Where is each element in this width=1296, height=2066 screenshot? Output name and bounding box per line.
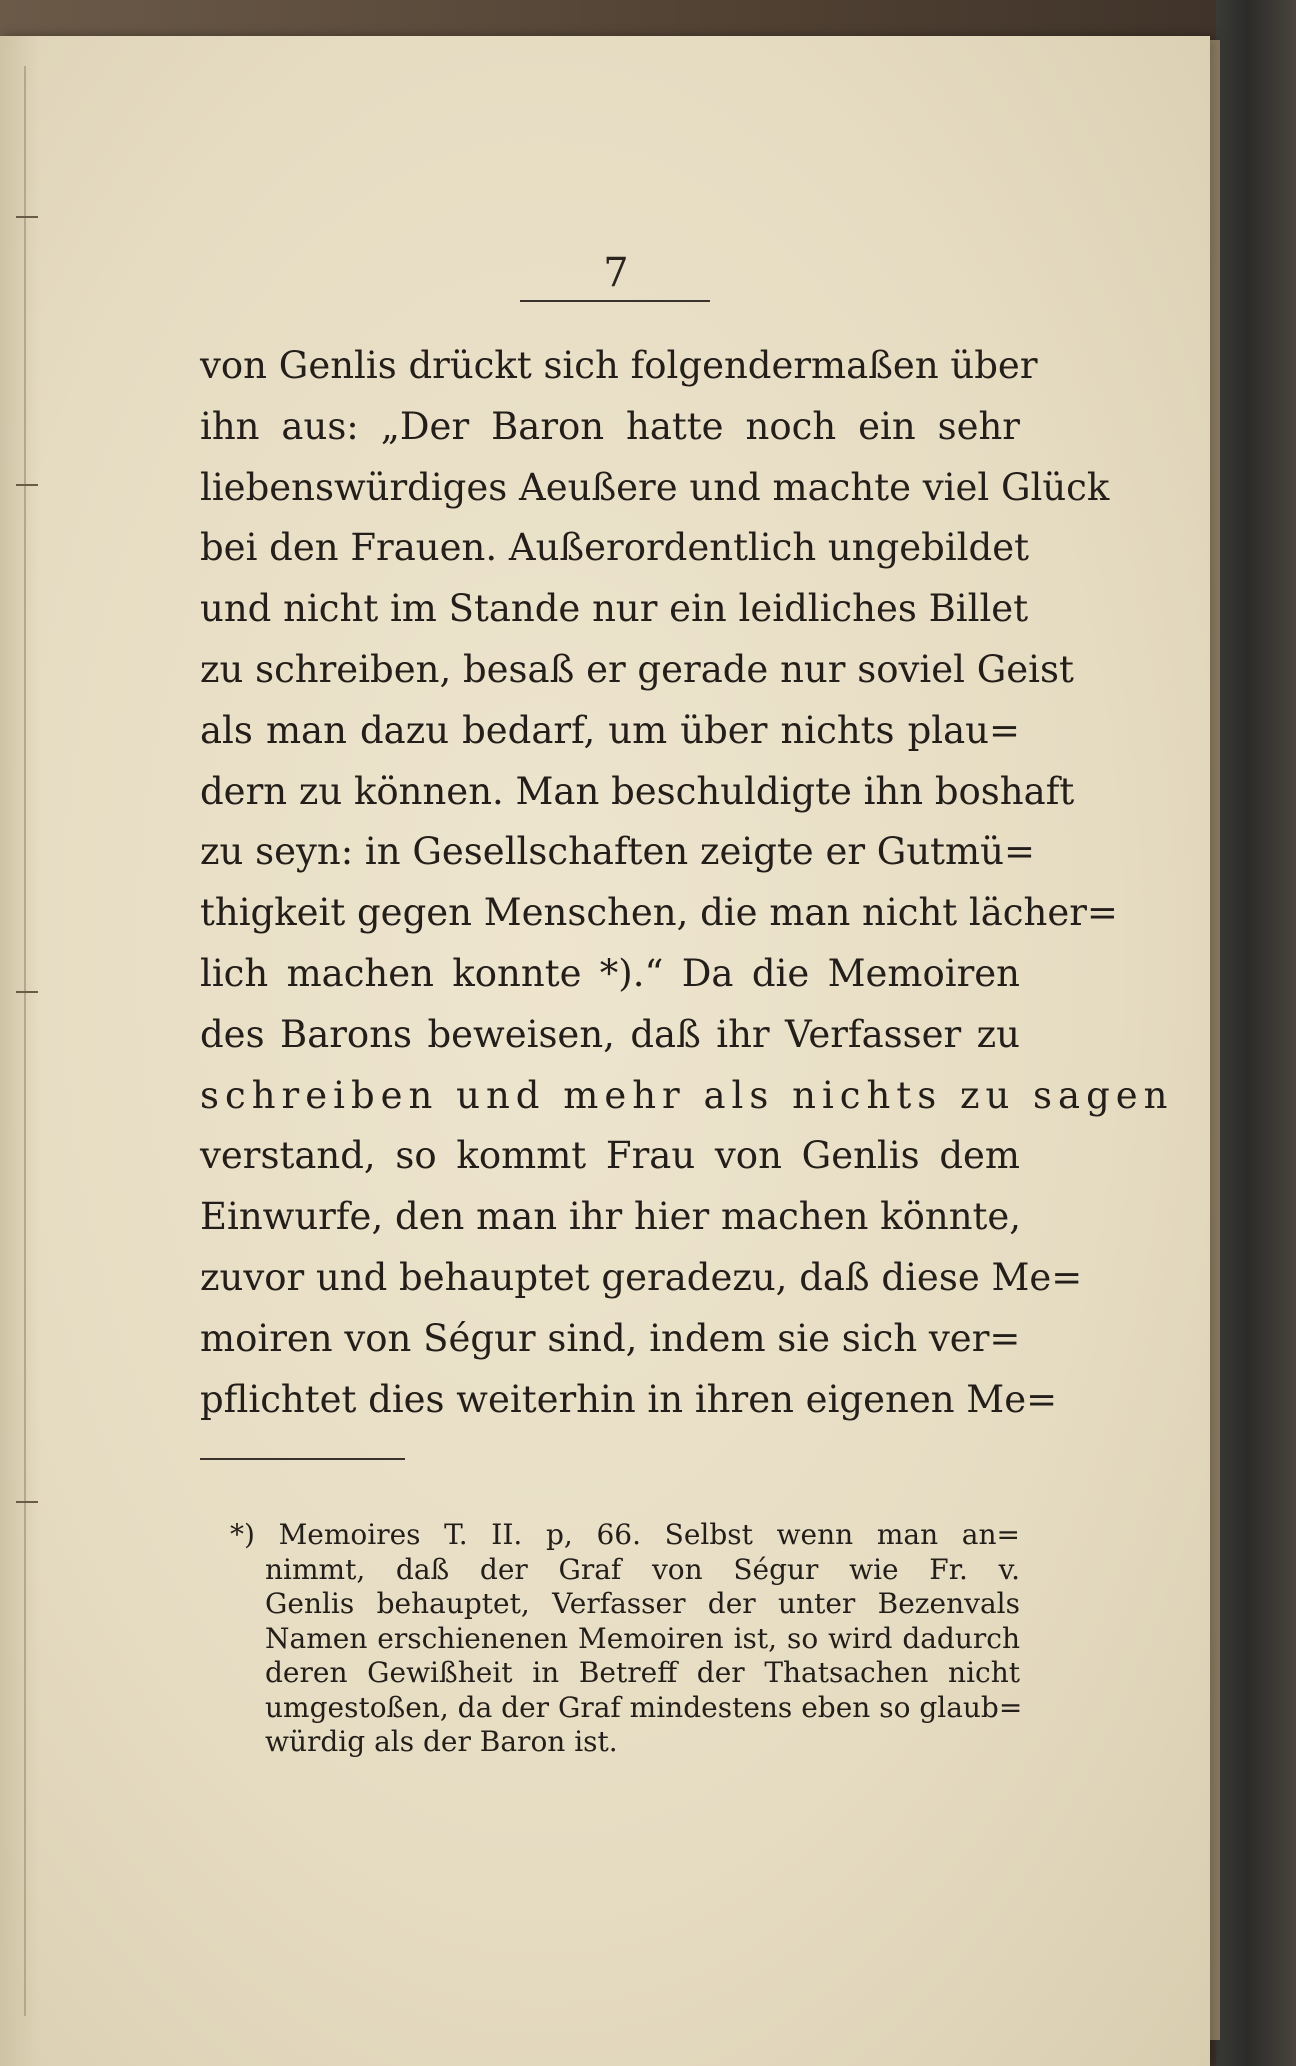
footnote-line: würdig als der Baron ist.: [265, 1725, 618, 1758]
text-line: zu schreiben, besaß er gerade nur soviel Geist: [200, 647, 1074, 691]
text-line: bei den Frauen. Außerordentlich ungebildet: [200, 526, 1029, 570]
text-line: pflichtet dies weiterhin in ihren eigenen Me=: [200, 1377, 1058, 1421]
text-line: schreiben und mehr als nichts zu sagen: [200, 1073, 1174, 1117]
footnote-line: *) Memoires T. II. p, 66. Selbst wenn man an=: [230, 1518, 1020, 1551]
page-number: 7: [603, 250, 629, 296]
text-line: ihn aus: „Der Baron hatte noch ein sehr: [200, 404, 1020, 448]
text-line: lich machen konnte *).“ Da die Memoiren: [200, 951, 1020, 995]
text-line: des Barons beweisen, daß ihr Verfasser zu: [200, 1012, 1020, 1056]
footnote-line: Namen erschienenen Memoiren ist, so wird dadurch: [265, 1621, 1020, 1655]
text-line: liebenswürdiges Aeußere und machte viel Glück: [200, 465, 1110, 509]
text-line: dern zu können. Man beschuldigte ihn boshaft: [200, 769, 1075, 813]
text-line: und nicht im Stande nur ein leidliches Billet: [200, 587, 1029, 631]
body-text: [200, 336, 1174, 1430]
text-line: thigkeit gegen Menschen, die man nicht lächer=: [200, 891, 1118, 935]
footnote-rule: [200, 1458, 405, 1460]
gutter-mark: [16, 991, 38, 993]
text-line: zuvor und behauptet geradezu, daß diese Me=: [200, 1255, 1083, 1299]
footnote-line: deren Gewißheit in Betreff der Thatsachen nicht: [265, 1656, 1020, 1689]
text-line: Einwurfe, den man ihr hier machen könnte,: [200, 1195, 1022, 1239]
text-line: zu seyn: in Gesellschaften zeigte er Gutmü=: [200, 830, 1035, 874]
page-number-rule: [520, 300, 710, 302]
footnote: [230, 1518, 1023, 1760]
book-spine-edge: [1216, 0, 1296, 2066]
gutter-mark: [16, 1501, 38, 1503]
footnote-line: Genlis behauptet, Verfasser der unter Bezenvals: [265, 1587, 1020, 1620]
gutter-mark: [16, 484, 38, 486]
text-line: als man dazu bedarf, um über nichts plau=: [200, 708, 1020, 752]
footnote-line: umgestoßen, da der Graf mindestens eben so glaub=: [265, 1690, 1023, 1724]
page-gutter-shadow: [0, 36, 40, 2066]
text-line: verstand, so kommt Frau von Genlis dem: [200, 1134, 1020, 1178]
gutter-line: [24, 66, 26, 2016]
gutter-mark: [16, 216, 38, 218]
text-line: von Genlis drückt sich folgendermaßen über: [200, 344, 1038, 387]
text-line: moiren von Ségur sind, indem sie sich ver=: [200, 1316, 1021, 1360]
footnote-line: nimmt, daß der Graf von Ségur wie Fr. v.: [265, 1552, 1020, 1586]
